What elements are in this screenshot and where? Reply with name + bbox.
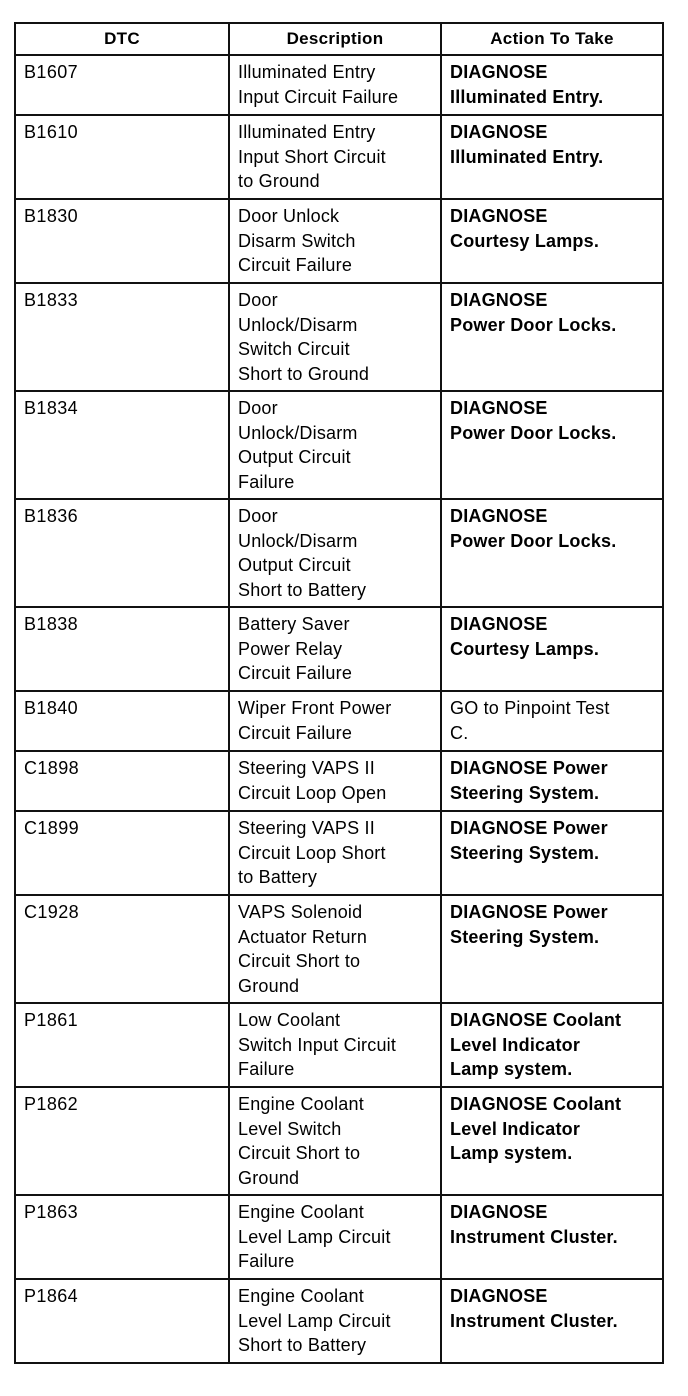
dtc-code: B1830: [15, 199, 229, 283]
dtc-action: DIAGNOSE Power Steering System.: [441, 811, 663, 895]
dtc-action: DIAGNOSE Power Door Locks.: [441, 283, 663, 391]
header-dtc: DTC: [15, 23, 229, 55]
dtc-description: Door Unlock/Disarm Switch Circuit Short to Ground: [229, 283, 441, 391]
dtc-code: P1863: [15, 1195, 229, 1279]
dtc-code: C1928: [15, 895, 229, 1003]
dtc-code: B1836: [15, 499, 229, 607]
dtc-description: Wiper Front Power Circuit Failure: [229, 691, 441, 751]
table-row: [15, 895, 663, 1003]
table-row: [15, 1003, 663, 1087]
table-row: [15, 55, 663, 115]
dtc-description: Engine Coolant Level Lamp Circuit Short to Battery: [229, 1279, 441, 1363]
table-row: [15, 691, 663, 751]
dtc-description: Illuminated Entry Input Short Circuit to Ground: [229, 115, 441, 199]
table-row: [15, 199, 663, 283]
dtc-action: DIAGNOSE Instrument Cluster.: [441, 1279, 663, 1363]
dtc-table-body: [15, 55, 663, 1363]
table-row: [15, 1279, 663, 1363]
header-row: [15, 23, 663, 55]
dtc-description: Battery Saver Power Relay Circuit Failure: [229, 607, 441, 691]
table-row: [15, 607, 663, 691]
dtc-code: B1607: [15, 55, 229, 115]
dtc-code: C1899: [15, 811, 229, 895]
dtc-action: DIAGNOSE Illuminated Entry.: [441, 115, 663, 199]
dtc-code: B1834: [15, 391, 229, 499]
dtc-description: Door Unlock Disarm Switch Circuit Failure: [229, 199, 441, 283]
dtc-code: P1861: [15, 1003, 229, 1087]
dtc-description: Door Unlock/Disarm Output Circuit Short to Battery: [229, 499, 441, 607]
dtc-description: Illuminated Entry Input Circuit Failure: [229, 55, 441, 115]
dtc-description: Engine Coolant Level Switch Circuit Short to Ground: [229, 1087, 441, 1195]
dtc-description: Door Unlock/Disarm Output Circuit Failure: [229, 391, 441, 499]
header-description: Description: [229, 23, 441, 55]
dtc-description: Engine Coolant Level Lamp Circuit Failure: [229, 1195, 441, 1279]
dtc-description: VAPS Solenoid Actuator Return Circuit Short to Ground: [229, 895, 441, 1003]
dtc-action: DIAGNOSE Courtesy Lamps.: [441, 607, 663, 691]
dtc-action: DIAGNOSE Power Door Locks.: [441, 391, 663, 499]
dtc-table-container: [14, 22, 662, 1364]
table-row: [15, 391, 663, 499]
dtc-description: Steering VAPS II Circuit Loop Open: [229, 751, 441, 811]
dtc-action: DIAGNOSE Courtesy Lamps.: [441, 199, 663, 283]
dtc-code: B1610: [15, 115, 229, 199]
dtc-code: B1840: [15, 691, 229, 751]
table-row: [15, 115, 663, 199]
dtc-action: DIAGNOSE Illuminated Entry.: [441, 55, 663, 115]
table-row: [15, 1195, 663, 1279]
dtc-action: DIAGNOSE Power Door Locks.: [441, 499, 663, 607]
table-row: [15, 499, 663, 607]
header-action: Action To Take: [441, 23, 663, 55]
dtc-table: [14, 22, 664, 1364]
dtc-action: DIAGNOSE Power Steering System.: [441, 895, 663, 1003]
dtc-code: B1833: [15, 283, 229, 391]
dtc-description: Low Coolant Switch Input Circuit Failure: [229, 1003, 441, 1087]
dtc-action: DIAGNOSE Coolant Level Indicator Lamp system.: [441, 1087, 663, 1195]
dtc-action: DIAGNOSE Power Steering System.: [441, 751, 663, 811]
table-row: [15, 751, 663, 811]
dtc-code: P1862: [15, 1087, 229, 1195]
table-row: [15, 811, 663, 895]
dtc-action: DIAGNOSE Coolant Level Indicator Lamp system.: [441, 1003, 663, 1087]
dtc-action: GO to Pinpoint Test C.: [441, 691, 663, 751]
dtc-code: P1864: [15, 1279, 229, 1363]
dtc-action: DIAGNOSE Instrument Cluster.: [441, 1195, 663, 1279]
dtc-code: B1838: [15, 607, 229, 691]
table-row: [15, 283, 663, 391]
dtc-description: Steering VAPS II Circuit Loop Short to Battery: [229, 811, 441, 895]
dtc-code: C1898: [15, 751, 229, 811]
table-row: [15, 1087, 663, 1195]
